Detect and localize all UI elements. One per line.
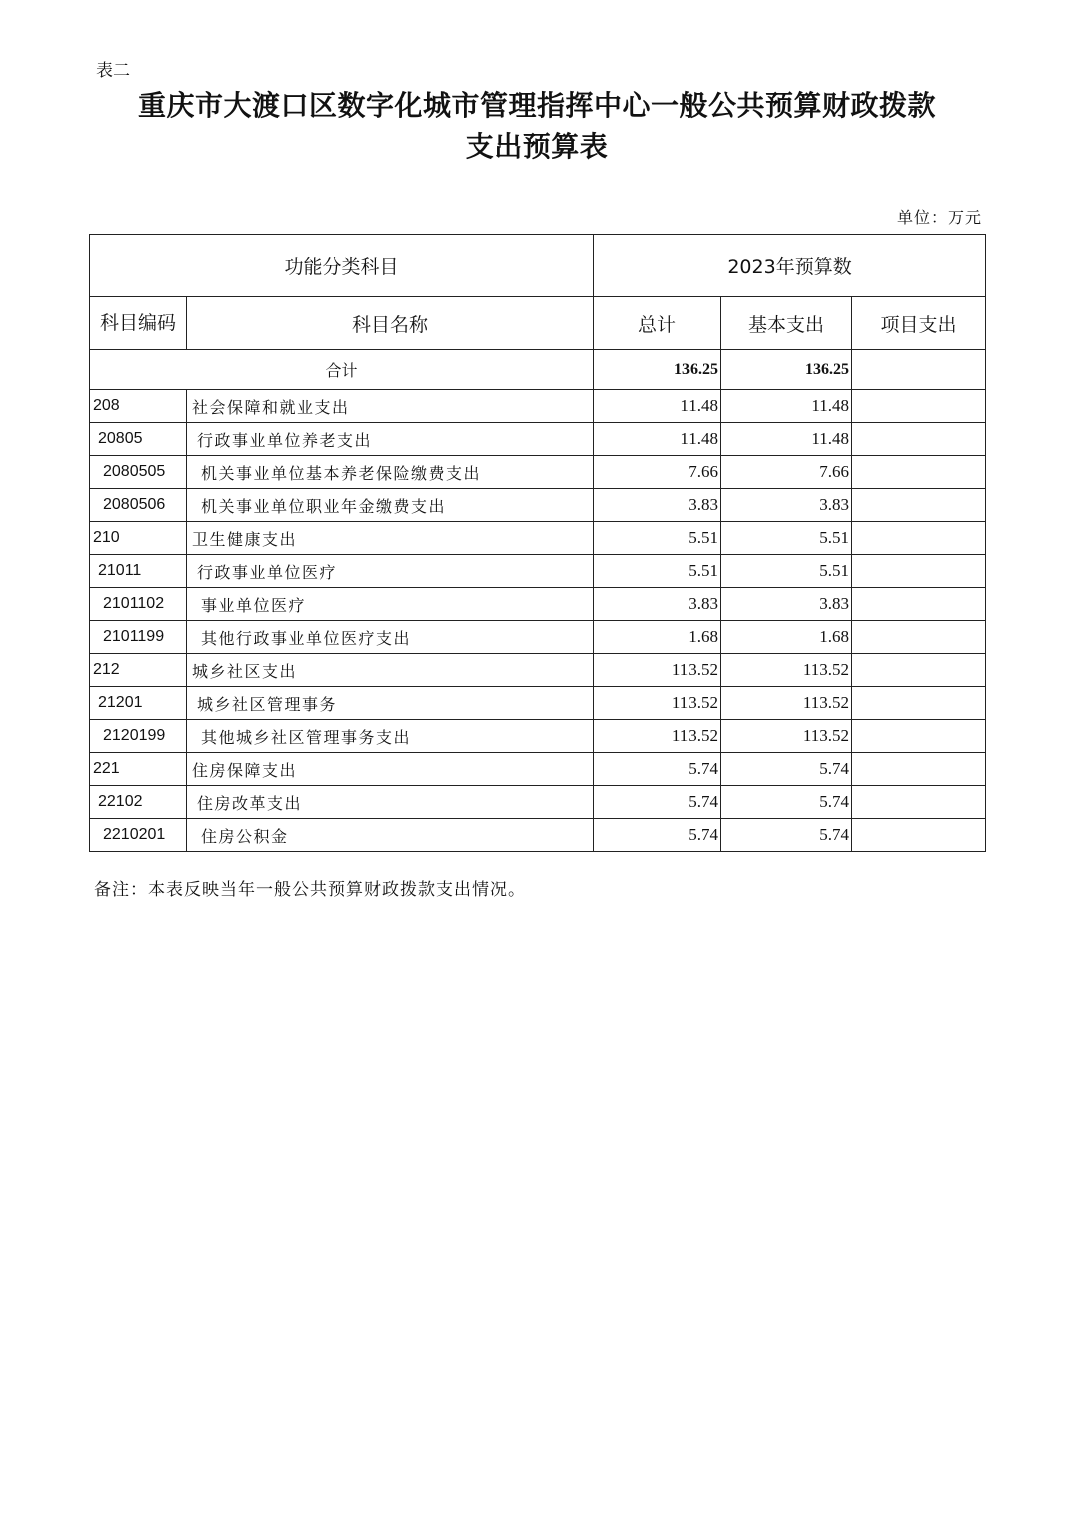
row-basic: 5.51	[721, 555, 852, 588]
table-row	[90, 621, 986, 654]
table-row	[90, 390, 986, 423]
footnote: 备注：本表反映当年一般公共预算财政拨款支出情况。	[94, 880, 526, 900]
total-total: 136.25	[594, 350, 721, 390]
page-title: 重庆市大渡口区数字化城市管理指挥中心一般公共预算财政拨款	[137, 89, 936, 122]
table-row	[90, 588, 986, 621]
row-project	[852, 819, 986, 852]
row-basic: 7.66	[721, 456, 852, 489]
row-name: 住房保障支出	[187, 753, 594, 786]
row-name: 住房公积金	[187, 819, 594, 852]
row-total: 113.52	[594, 654, 721, 687]
row-name: 住房改革支出	[187, 786, 594, 819]
row-code: 2210201	[90, 819, 187, 852]
row-total: 5.51	[594, 555, 721, 588]
row-basic: 3.83	[721, 588, 852, 621]
table-row	[90, 456, 986, 489]
row-project	[852, 555, 986, 588]
unit-label: 单位：万元	[896, 208, 982, 227]
row-code: 2080506	[90, 489, 187, 522]
year-budget-header: 2023年预算数	[594, 235, 986, 297]
table-row	[90, 654, 986, 687]
table-row	[90, 687, 986, 720]
row-project	[852, 456, 986, 489]
row-total: 113.52	[594, 687, 721, 720]
row-basic: 5.74	[721, 753, 852, 786]
basic-header: 基本支出	[721, 297, 852, 350]
row-basic: 5.74	[721, 819, 852, 852]
total-label: 合计	[90, 350, 594, 390]
row-code: 2101199	[90, 621, 187, 654]
row-project	[852, 489, 986, 522]
row-project	[852, 423, 986, 456]
row-project	[852, 621, 986, 654]
row-name: 城乡社区支出	[187, 654, 594, 687]
table-row	[90, 489, 986, 522]
row-total: 113.52	[594, 720, 721, 753]
row-name: 事业单位医疗	[187, 588, 594, 621]
row-name: 社会保障和就业支出	[187, 390, 594, 423]
row-total: 1.68	[594, 621, 721, 654]
total-row	[90, 350, 986, 390]
header-row-2	[90, 297, 986, 350]
row-project	[852, 720, 986, 753]
row-name: 其他行政事业单位医疗支出	[187, 621, 594, 654]
row-basic: 113.52	[721, 654, 852, 687]
header-row-1	[90, 235, 986, 297]
row-basic: 113.52	[721, 687, 852, 720]
row-name: 行政事业单位养老支出	[187, 423, 594, 456]
page-title-line2: 支出预算表	[465, 130, 609, 163]
total-header: 总计	[594, 297, 721, 350]
row-total: 5.74	[594, 819, 721, 852]
row-code: 22102	[90, 786, 187, 819]
row-project	[852, 753, 986, 786]
row-code: 2101102	[90, 588, 187, 621]
row-basic: 1.68	[721, 621, 852, 654]
total-basic: 136.25	[721, 350, 852, 390]
row-code: 2120199	[90, 720, 187, 753]
row-code: 20805	[90, 423, 187, 456]
row-basic: 11.48	[721, 390, 852, 423]
table-row	[90, 786, 986, 819]
name-header: 科目名称	[187, 297, 594, 350]
project-header: 项目支出	[852, 297, 986, 350]
row-basic: 5.51	[721, 522, 852, 555]
row-code: 221	[90, 753, 187, 786]
row-basic: 113.52	[721, 720, 852, 753]
row-total: 7.66	[594, 456, 721, 489]
row-code: 21011	[90, 555, 187, 588]
budget-table	[89, 234, 986, 852]
row-name: 行政事业单位医疗	[187, 555, 594, 588]
table-row	[90, 720, 986, 753]
row-code: 210	[90, 522, 187, 555]
row-name: 机关事业单位基本养老保险缴费支出	[187, 456, 594, 489]
row-basic: 5.74	[721, 786, 852, 819]
code-header: 科目编码	[90, 297, 187, 350]
row-project	[852, 654, 986, 687]
table-row	[90, 753, 986, 786]
row-name: 卫生健康支出	[187, 522, 594, 555]
row-project	[852, 687, 986, 720]
row-project	[852, 786, 986, 819]
row-project	[852, 522, 986, 555]
row-project	[852, 588, 986, 621]
row-total: 11.48	[594, 423, 721, 456]
row-project	[852, 390, 986, 423]
row-total: 5.74	[594, 753, 721, 786]
row-name: 机关事业单位职业年金缴费支出	[187, 489, 594, 522]
function-category-header: 功能分类科目	[90, 235, 594, 297]
table-row	[90, 555, 986, 588]
row-code: 212	[90, 654, 187, 687]
row-code: 21201	[90, 687, 187, 720]
row-total: 11.48	[594, 390, 721, 423]
row-basic: 3.83	[721, 489, 852, 522]
row-name: 城乡社区管理事务	[187, 687, 594, 720]
row-code: 208	[90, 390, 187, 423]
row-total: 5.74	[594, 786, 721, 819]
row-name: 其他城乡社区管理事务支出	[187, 720, 594, 753]
table-label: 表二	[96, 61, 130, 81]
table-row	[90, 522, 986, 555]
row-code: 2080505	[90, 456, 187, 489]
row-basic: 11.48	[721, 423, 852, 456]
row-total: 3.83	[594, 489, 721, 522]
row-total: 3.83	[594, 588, 721, 621]
table-row	[90, 423, 986, 456]
table-row	[90, 819, 986, 852]
total-project	[852, 350, 986, 390]
row-total: 5.51	[594, 522, 721, 555]
